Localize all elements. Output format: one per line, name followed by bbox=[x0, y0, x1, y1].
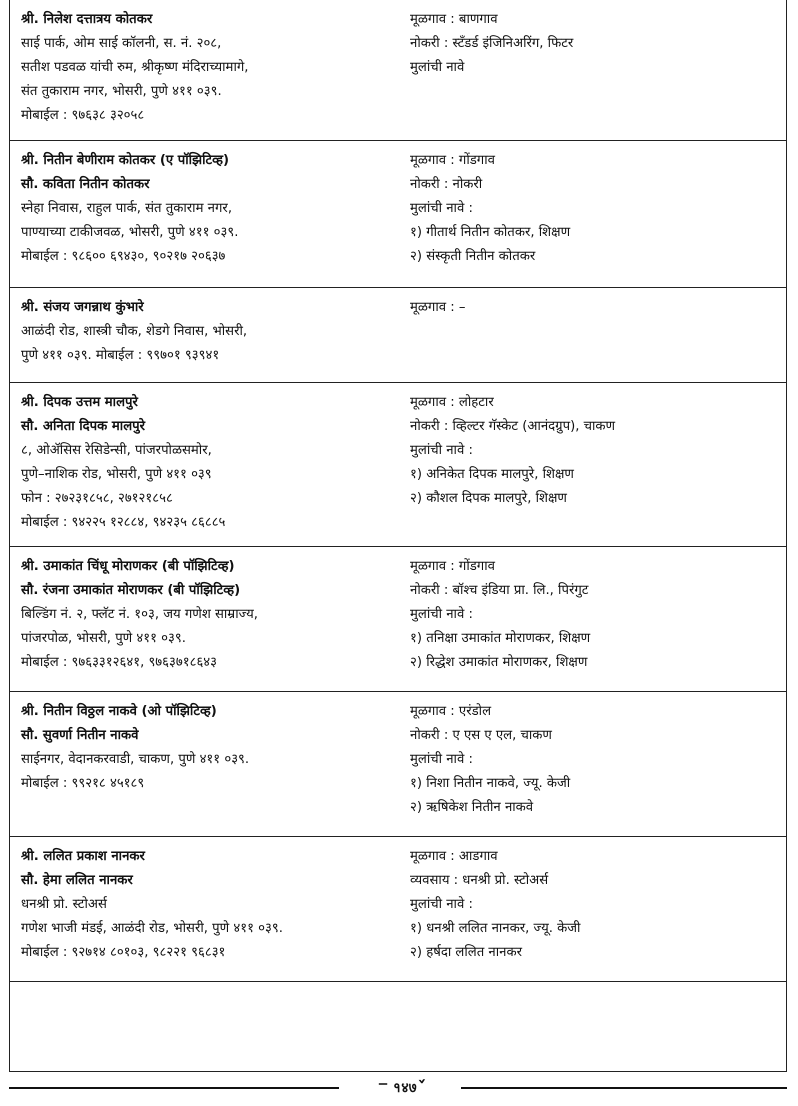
member-address-line: पुणे–नाशिक रोड, भोसरी, पुणे ४११ ०३९ bbox=[21, 467, 212, 482]
member-address-line: मोबाईल : ९४२२५ १२८८४, ९४२३५ ८६८८५ bbox=[21, 515, 226, 530]
member-address-line: मोबाईल : ९२७१४ ८०१०३, ९८२२१ ९६८३१ bbox=[21, 945, 226, 960]
footer-rule-right bbox=[461, 1087, 787, 1089]
member-address-line: पुणे ४११ ०३९. मोबाईल : ९९७०१ ९३९४१ bbox=[21, 348, 220, 363]
member-name: सौ. कविता नितीन कोतकर bbox=[21, 177, 150, 192]
member-address-line: फोन : २७२३१८५८, २७१२१८५८ bbox=[21, 491, 173, 506]
page-footer bbox=[9, 1076, 787, 1100]
member-entry bbox=[10, 547, 786, 692]
member-detail-line: १) अनिकेत दिपक मालपुरे, शिक्षण bbox=[410, 467, 574, 482]
member-details-column bbox=[410, 149, 780, 269]
member-address-line: मोबाईल : ९८६०० ६९४३०, ९०२१७ २०६३७ bbox=[21, 249, 226, 264]
member-entry bbox=[10, 383, 786, 547]
member-address-line: पाण्याच्या टाकीजवळ, भोसरी, पुणे ४११ ०३९. bbox=[21, 225, 239, 240]
member-name: सौ. रंजना उमाकांत मोराणकर (बी पॉझिटिव्ह) bbox=[21, 583, 241, 598]
member-details-column bbox=[410, 845, 780, 965]
member-detail-line: नोकरी : व्हिल्टर गॅस्केट (आनंदग्रुप), चाकण bbox=[410, 419, 616, 434]
member-details-column bbox=[410, 555, 780, 675]
member-detail-line: मूळगाव : एरंडोल bbox=[410, 704, 492, 719]
member-address-line: ८, ओॲसिस रेसिडेन्सी, पांजरपोळसमोर, bbox=[21, 443, 212, 458]
member-entry bbox=[10, 0, 786, 141]
member-detail-line: २) संस्कृती नितीन कोतकर bbox=[410, 249, 536, 264]
member-detail-line: मुलांची नावे : bbox=[410, 897, 473, 912]
member-detail-line: २) ऋषिकेश नितीन नाकवे bbox=[410, 800, 534, 815]
member-contact-column bbox=[21, 845, 399, 965]
member-address-line: साई पार्क, ओम साई कॉलनी, स. नं. २०८, bbox=[21, 36, 222, 51]
member-address-line: साईनगर, वेदानकरवाडी, चाकण, पुणे ४११ ०३९. bbox=[21, 752, 250, 767]
member-details-column bbox=[410, 700, 780, 820]
member-address-line: मोबाईल : ९७६३३१२६४१, ९७६३७१८६४३ bbox=[21, 655, 218, 670]
member-address-line: मोबाईल : ९७६३८ ३२०५८ bbox=[21, 108, 145, 123]
member-detail-line: नोकरी : स्टँडर्ड इंजिनिअरिंग, फिटर bbox=[410, 36, 574, 51]
member-detail-line: १) धनश्री ललित नानकर, ज्यू. केजी bbox=[410, 921, 581, 936]
member-detail-line: मूळगाव : लोहटार bbox=[410, 395, 494, 410]
member-detail-line: मूळगाव : गोंडगाव bbox=[410, 153, 495, 168]
member-detail-line: १) गीतार्थ नितीन कोतकर, शिक्षण bbox=[410, 225, 571, 240]
member-contact-column bbox=[21, 296, 399, 368]
member-entry bbox=[10, 692, 786, 837]
member-detail-line: नोकरी : ए एस ए एल, चाकण bbox=[410, 728, 552, 743]
member-name: श्री. निलेश दत्तात्रय कोतकर bbox=[21, 12, 153, 27]
member-address-line: आळंदी रोड, शास्त्री चौक, शेडगे निवास, भोसरी, bbox=[21, 324, 248, 339]
member-detail-line: १) निशा नितीन नाकवे, ज्यू. केजी bbox=[410, 776, 571, 791]
member-name: सौ. अनिता दिपक मालपुरे bbox=[21, 419, 146, 434]
page-number: ꣻ १४७ ꣺ bbox=[378, 1080, 422, 1096]
member-name: श्री. नितीन बेणीराम कोतकर (ए पॉझिटिव्ह) bbox=[21, 153, 229, 168]
member-name: श्री. उमाकांत चिंधू मोराणकर (बी पॉझिटिव्ह) bbox=[21, 559, 235, 574]
member-address-line: बिल्डिंग नं. २, फ्लॅट नं. १०३, जय गणेश साम्राज्य, bbox=[21, 607, 258, 622]
member-detail-line: मूळगाव : गोंडगाव bbox=[410, 559, 495, 574]
member-address-line: स्नेहा निवास, राहुल पार्क, संत तुकाराम नगर, bbox=[21, 201, 233, 216]
member-detail-line: मुलांची नावे : bbox=[410, 752, 473, 767]
member-detail-line: २) कौशल दिपक मालपुरे, शिक्षण bbox=[410, 491, 567, 506]
member-name: श्री. संजय जगन्नाथ कुंभारे bbox=[21, 300, 144, 315]
member-contact-column bbox=[21, 555, 399, 675]
member-details-column bbox=[410, 8, 780, 80]
member-detail-line: व्यवसाय : धनश्री प्रो. स्टोअर्स bbox=[410, 873, 549, 888]
member-name: सौ. सुवर्णा नितीन नाकवे bbox=[21, 728, 139, 743]
member-address-line: पांजरपोळ, भोसरी, पुणे ४११ ०३९. bbox=[21, 631, 186, 646]
member-detail-line: मूळगाव : – bbox=[410, 300, 466, 315]
member-contact-column bbox=[21, 391, 399, 535]
member-detail-line: मुलांची नावे : bbox=[410, 607, 473, 622]
member-address-line: मोबाईल : ९९२१८ ४५१८९ bbox=[21, 776, 145, 791]
member-detail-line: मुलांची नावे : bbox=[410, 443, 473, 458]
member-detail-line: मूळगाव : बाणगाव bbox=[410, 12, 498, 27]
member-contact-column bbox=[21, 8, 399, 128]
member-detail-line: नोकरी : नोकरी bbox=[410, 177, 483, 192]
member-contact-column bbox=[21, 700, 399, 796]
member-entry bbox=[10, 141, 786, 288]
member-detail-line: मूळगाव : आडगाव bbox=[410, 849, 498, 864]
member-name: श्री. दिपक उत्तम मालपुरे bbox=[21, 395, 138, 410]
member-name: सौ. हेमा ललित नानकर bbox=[21, 873, 133, 888]
member-address-line: धनश्री प्रो. स्टोअर्स bbox=[21, 897, 107, 912]
member-details-column bbox=[410, 391, 780, 511]
member-address-line: गणेश भाजी मंडई, आळंदी रोड, भोसरी, पुणे ४११ ०३९. bbox=[21, 921, 283, 936]
member-entry bbox=[10, 837, 786, 982]
member-details-column bbox=[410, 296, 780, 320]
member-detail-line: २) रिद्धेश उमाकांत मोराणकर, शिक्षण bbox=[410, 655, 588, 670]
member-entry bbox=[10, 288, 786, 383]
member-address-line: संत तुकाराम नगर, भोसरी, पुणे ४११ ०३९. bbox=[21, 84, 222, 99]
member-name: श्री. ललित प्रकाश नानकर bbox=[21, 849, 145, 864]
member-contact-column bbox=[21, 149, 399, 269]
member-detail-line: मुलांची नावे : bbox=[410, 201, 473, 216]
member-name: श्री. नितीन विठ्ठल नाकवे (ओ पॉझिटिव्ह) bbox=[21, 704, 217, 719]
footer-rule-left bbox=[9, 1087, 339, 1089]
member-detail-line: २) हर्षदा ललित नानकर bbox=[410, 945, 523, 960]
member-detail-line: १) तनिक्षा उमाकांत मोराणकर, शिक्षण bbox=[410, 631, 591, 646]
member-detail-line: मुलांची नावे bbox=[410, 60, 465, 75]
member-address-line: सतीश पडवळ यांची रुम, श्रीकृष्ण मंदिराच्यामागे, bbox=[21, 60, 249, 75]
member-detail-line: नोकरी : बॉश्च इंडिया प्रा. लि., पिरंगुट bbox=[410, 583, 589, 598]
directory-frame bbox=[9, 0, 787, 1072]
